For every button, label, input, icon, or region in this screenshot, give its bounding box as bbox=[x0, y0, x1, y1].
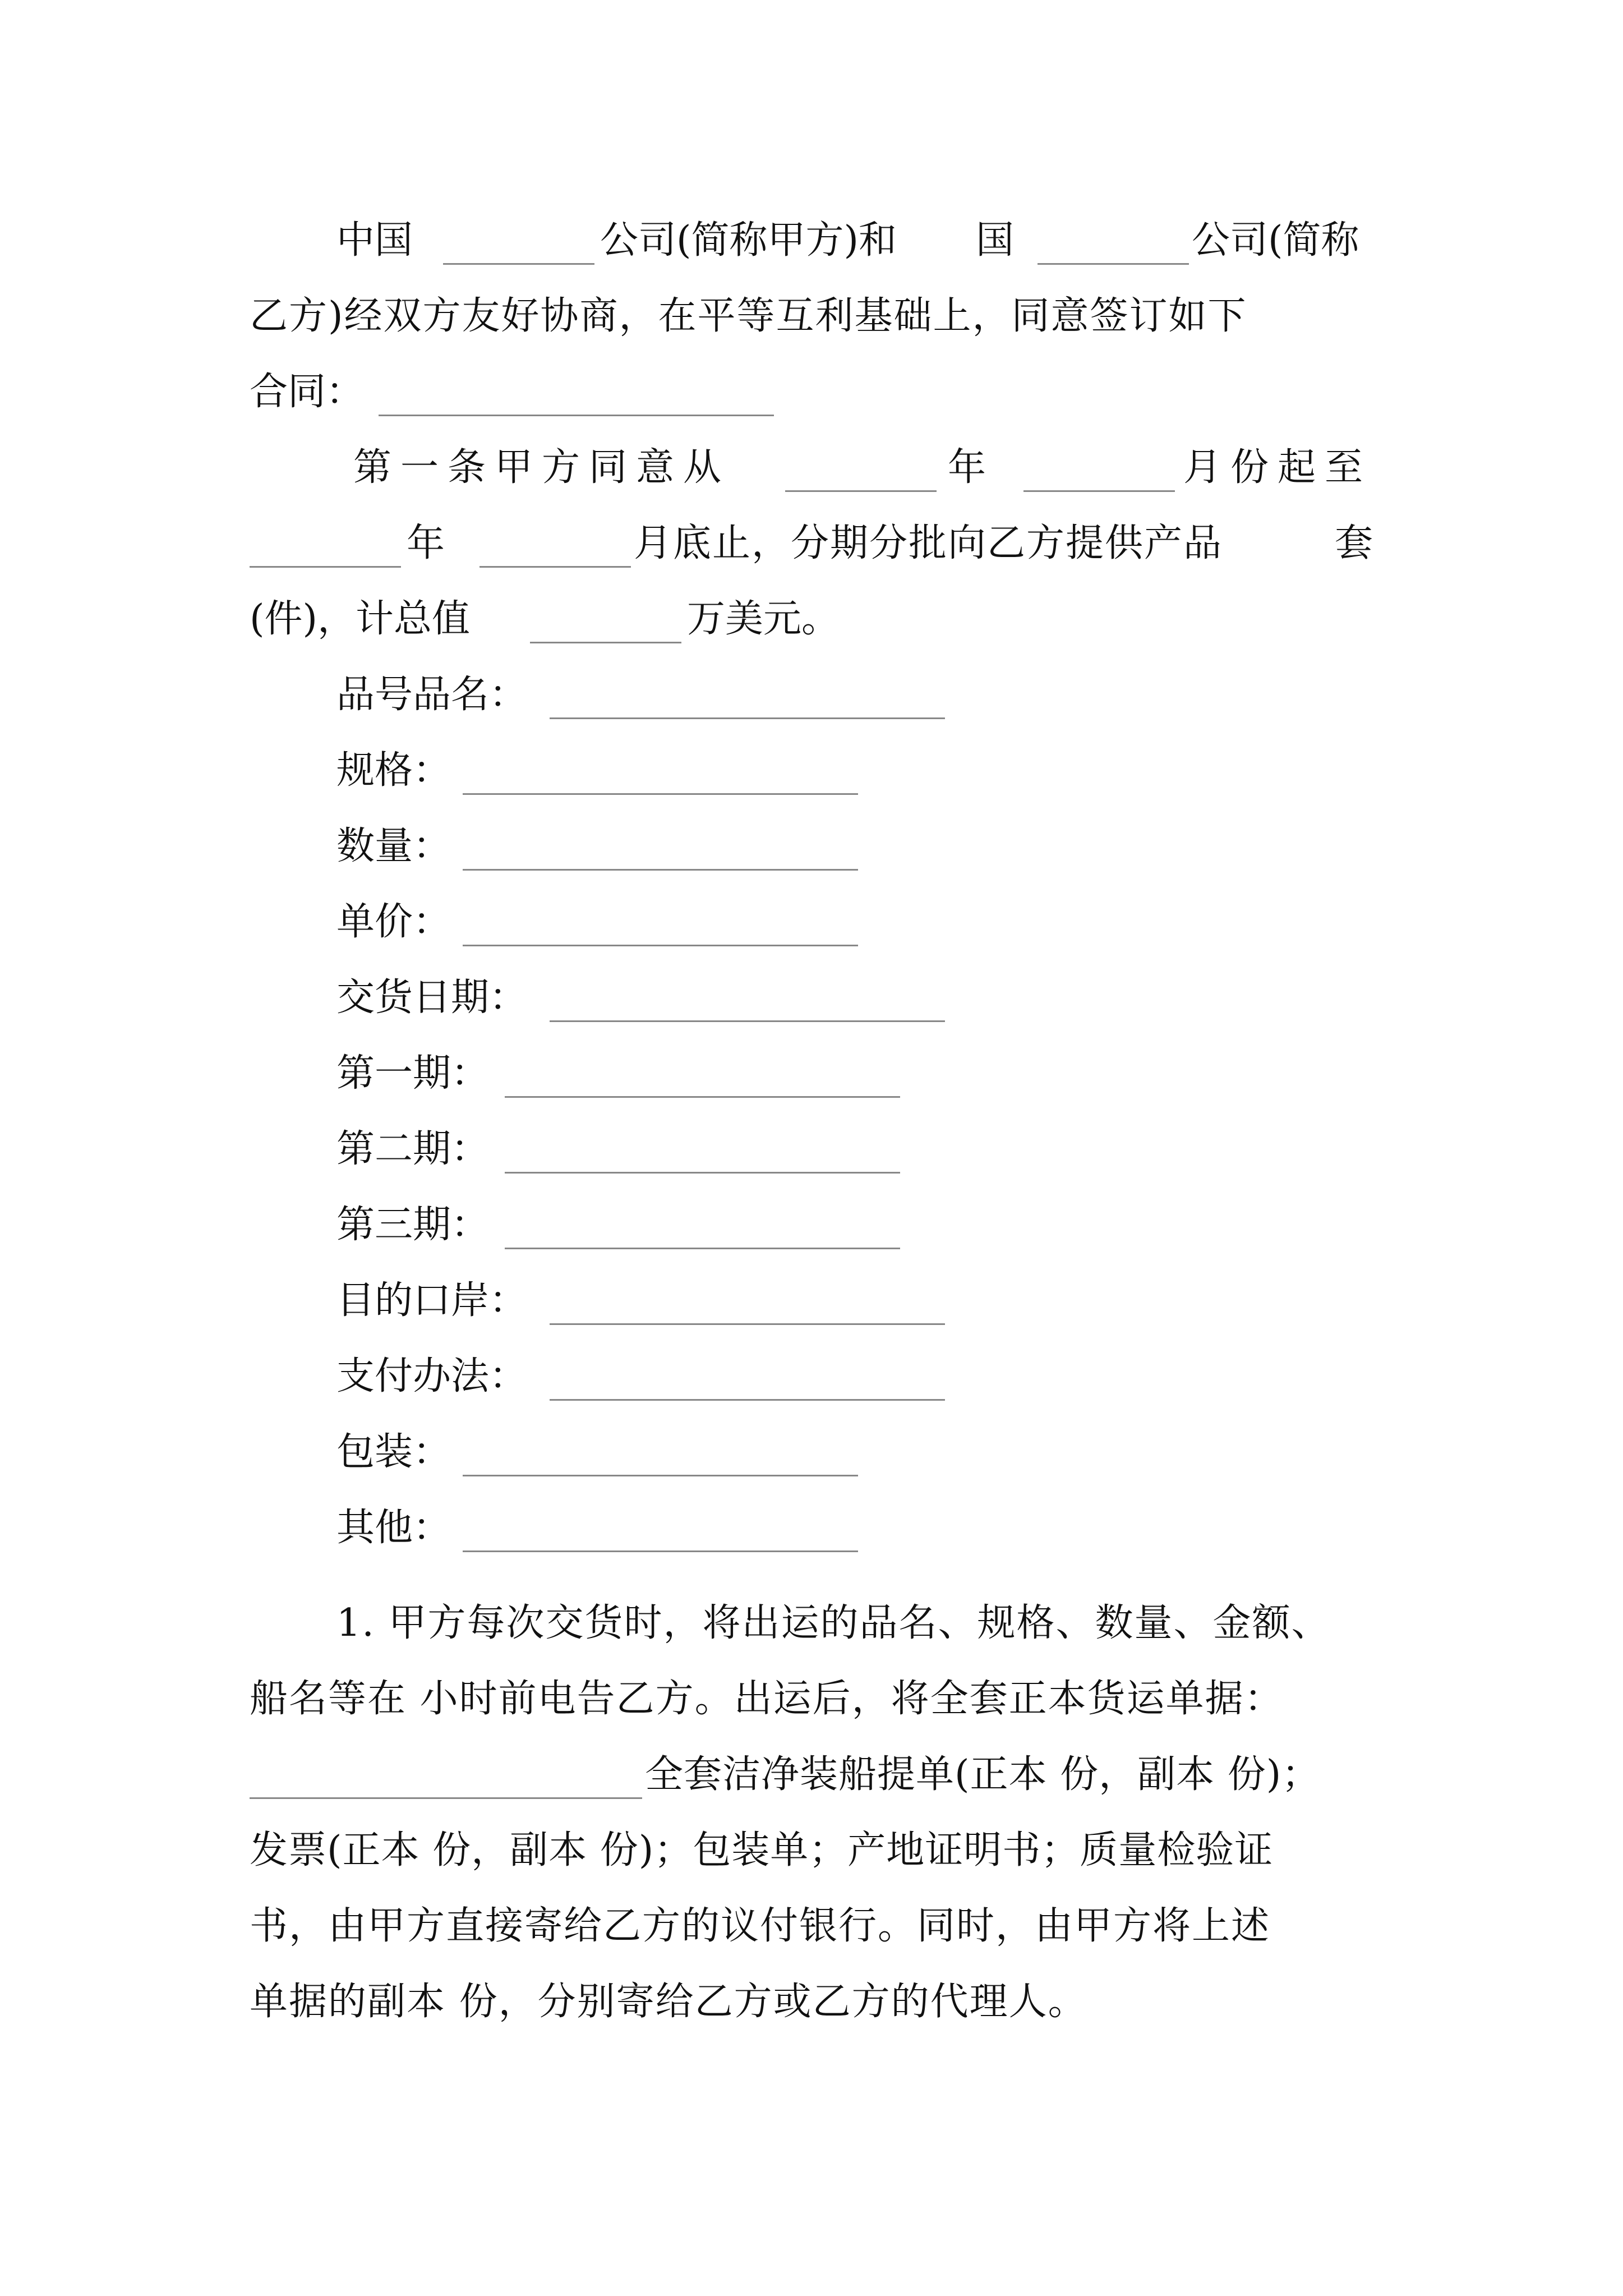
field-blank bbox=[505, 1248, 900, 1249]
article1-set-unit: 套 bbox=[1335, 521, 1373, 565]
article1-year-a: 年 bbox=[948, 445, 986, 490]
field-label: 第二期： bbox=[336, 1127, 490, 1171]
field-blank bbox=[550, 1020, 945, 1022]
clause1-text: 1. 甲方每次交货时，将出运的品名、规格、数量、金额、 bbox=[336, 1601, 1331, 1645]
field-blank bbox=[550, 1323, 945, 1325]
field-label: 目的口岸： bbox=[336, 1278, 528, 1323]
para1-contract-label: 合同： bbox=[250, 370, 365, 414]
field-label: 规格： bbox=[336, 748, 451, 793]
para1-country-a: 中国 bbox=[336, 218, 413, 263]
blank-contract bbox=[379, 415, 774, 416]
clause1-text: 全套洁净装船提单(正本 份，副本 份)； bbox=[645, 1752, 1321, 1797]
article1-total-label: (件)，计总值 bbox=[250, 597, 471, 641]
field-blank bbox=[505, 1172, 900, 1174]
blank-end-year bbox=[250, 566, 401, 568]
article1-supply-text: 月底止，分期分批向乙方提供产品 bbox=[634, 521, 1223, 565]
blank-company-a bbox=[443, 263, 594, 265]
field-label: 其他： bbox=[336, 1506, 451, 1550]
field-label: 支付办法： bbox=[336, 1354, 528, 1398]
field-label: 第三期： bbox=[336, 1203, 490, 1247]
article1-year-b: 年 bbox=[407, 521, 445, 565]
clause1-text: 书，由甲方直接寄给乙方的议付银行。同时，由甲方将上述 bbox=[250, 1904, 1271, 1948]
para1-country-b: 国 bbox=[976, 218, 1015, 263]
blank-end-month bbox=[479, 566, 631, 568]
field-blank bbox=[463, 869, 858, 871]
blank-company-b bbox=[1038, 263, 1189, 265]
clause1-text: 单据的副本 份，分别寄给乙方或乙方的代理人。 bbox=[250, 1980, 1087, 2024]
field-label: 包装： bbox=[336, 1430, 451, 1474]
clause1-text: 船名等在 小时前电告乙方。出运后，将全套正本货运单据： bbox=[250, 1677, 1284, 1721]
field-blank bbox=[463, 945, 858, 946]
field-label: 交货日期： bbox=[336, 976, 528, 1020]
field-label: 品号品名： bbox=[336, 673, 528, 717]
article1-currency: 万美元。 bbox=[687, 597, 840, 641]
field-blank bbox=[550, 1399, 945, 1401]
blank-start-year bbox=[785, 490, 937, 492]
field-label: 第一期： bbox=[336, 1051, 490, 1096]
blank-shipping-docs bbox=[250, 1797, 642, 1799]
field-blank bbox=[463, 1475, 858, 1476]
blank-total-value bbox=[530, 642, 681, 643]
field-label: 单价： bbox=[336, 900, 451, 944]
field-blank bbox=[550, 717, 945, 719]
clause1-text: 发票(正本 份，副本 份)；包装单；产地证明书；质量检验证 bbox=[250, 1828, 1274, 1872]
para1-company-a-text: 公司(简称甲方)和 bbox=[600, 218, 897, 263]
article1-title: 第一条甲方同意从 bbox=[353, 445, 731, 490]
field-label: 数量： bbox=[336, 824, 451, 868]
blank-start-month bbox=[1023, 490, 1175, 492]
field-blank bbox=[463, 1550, 858, 1552]
para1-company-b-text: 公司(简称 bbox=[1192, 218, 1359, 263]
article1-month-a: 月份起至 bbox=[1183, 445, 1372, 490]
field-blank bbox=[463, 793, 858, 795]
para1-text: 乙方)经双方友好协商，在平等互利基础上，同意签订如下 bbox=[250, 294, 1247, 338]
field-blank bbox=[505, 1096, 900, 1098]
